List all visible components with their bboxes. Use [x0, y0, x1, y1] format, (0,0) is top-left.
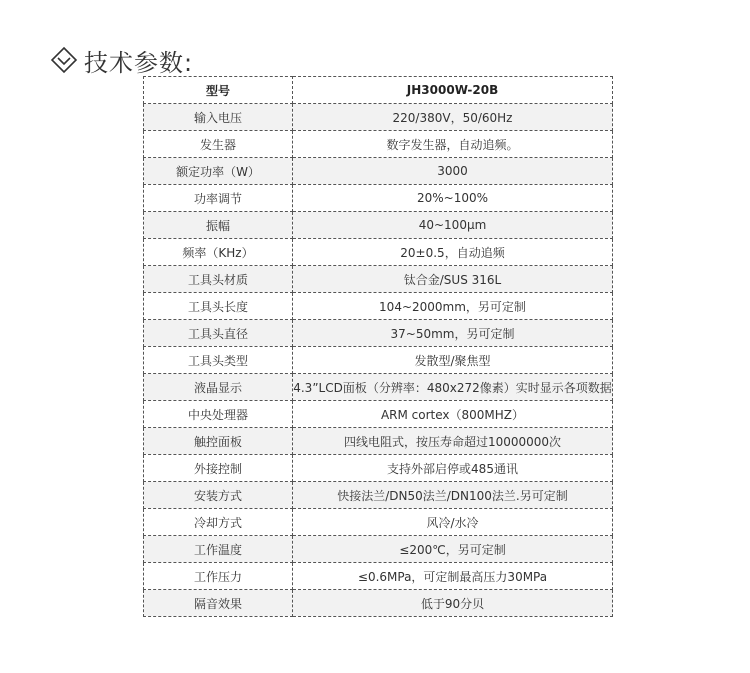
- row-label: 外接控制: [144, 455, 293, 482]
- row-label: 频率（KHz）: [144, 239, 293, 266]
- row-value: 220/380V，50/60Hz: [293, 104, 613, 131]
- table-row: [144, 104, 613, 131]
- table-header-row: [144, 77, 613, 104]
- row-value: 37~50mm，另可定制: [293, 320, 613, 347]
- row-label: 振幅: [144, 212, 293, 239]
- table-row: [144, 455, 613, 482]
- table-row: [144, 401, 613, 428]
- row-value: 快接法兰/DN50法兰/DN100法兰.另可定制: [293, 482, 613, 509]
- row-label: 中央处理器: [144, 401, 293, 428]
- row-label: 触控面板: [144, 428, 293, 455]
- table-row: [144, 320, 613, 347]
- row-value: 低于90分贝: [293, 590, 613, 617]
- row-value: 四线电阻式，按压寿命超过10000000次: [293, 428, 613, 455]
- row-value: 40~100μm: [293, 212, 613, 239]
- row-value: 20±0.5，自动追频: [293, 239, 613, 266]
- section-title: 技术参数:: [84, 48, 194, 77]
- table-row: [144, 158, 613, 185]
- row-label: 冷却方式: [144, 509, 293, 536]
- row-value: 104~2000mm，另可定制: [293, 293, 613, 320]
- row-value: 3000: [293, 158, 613, 185]
- spec-table: [143, 76, 613, 617]
- table-row: [144, 509, 613, 536]
- table-row: [144, 590, 613, 617]
- row-label: 工具头直径: [144, 320, 293, 347]
- row-label: 工作温度: [144, 536, 293, 563]
- diamond-layers-icon: [50, 46, 78, 74]
- row-label: 工具头长度: [144, 293, 293, 320]
- row-value: 4.3”LCD面板（分辨率：480x272像素）实时显示各项数据: [293, 374, 613, 401]
- row-value: 支持外部启停或485通讯: [293, 455, 613, 482]
- row-value: 发散型/聚焦型: [293, 347, 613, 374]
- table-row: [144, 347, 613, 374]
- row-value: ≤200℃，另可定制: [293, 536, 613, 563]
- row-value: 风冷/水冷: [293, 509, 613, 536]
- row-label: 液晶显示: [144, 374, 293, 401]
- row-label: 输入电压: [144, 104, 293, 131]
- table-row: [144, 266, 613, 293]
- table-row: [144, 131, 613, 158]
- table-row: [144, 293, 613, 320]
- header-label: 型号: [144, 77, 293, 104]
- row-label: 功率调节: [144, 185, 293, 212]
- row-value: 20%~100%: [293, 185, 613, 212]
- row-value: 钛合金/SUS 316L: [293, 266, 613, 293]
- row-label: 工具头类型: [144, 347, 293, 374]
- header-value: JH3000W-20B: [293, 77, 613, 104]
- row-value: 数字发生器，自动追频。: [293, 131, 613, 158]
- table-row: [144, 536, 613, 563]
- row-label: 工作压力: [144, 563, 293, 590]
- row-label: 安装方式: [144, 482, 293, 509]
- table-row: [144, 563, 613, 590]
- row-label: 隔音效果: [144, 590, 293, 617]
- row-label: 额定功率（W）: [144, 158, 293, 185]
- row-value: ARM cortex（800MHZ）: [293, 401, 613, 428]
- row-value: ≤0.6MPa，可定制最高压力30MPa: [293, 563, 613, 590]
- table-row: [144, 239, 613, 266]
- row-label: 发生器: [144, 131, 293, 158]
- table-row: [144, 374, 613, 401]
- row-label: 工具头材质: [144, 266, 293, 293]
- table-row: [144, 185, 613, 212]
- table-row: [144, 482, 613, 509]
- table-row: [144, 212, 613, 239]
- section-header: [50, 42, 193, 78]
- table-row: [144, 428, 613, 455]
